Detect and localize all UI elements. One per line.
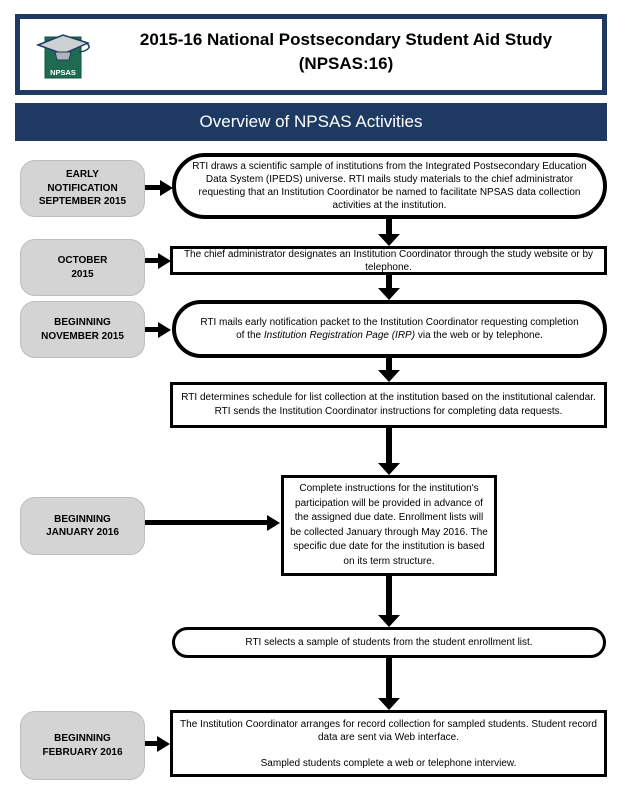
step-box-coordinator-designation [170,246,607,275]
arrow-down-5-icon [386,576,392,616]
step-box-list-collection-schedule [170,382,607,428]
arrow-down-6-head-icon [378,698,400,710]
badge-line: OCTOBER [57,255,108,266]
step-text-paragraph2: Sampled students complete a web or telephone interview. [260,757,517,769]
arrow-right-november-head-icon [158,322,171,338]
italic-irp-text: Institution Registration Page (IRP) [263,330,416,341]
arrow-down-2-head-icon [378,288,400,300]
graduation-cap-icon [34,27,92,83]
step-box-record-collection [170,710,607,777]
timeline-badge-september-2015 [20,160,145,217]
arrow-down-3-head-icon [378,370,400,382]
badge-line: SEPTEMBER 2015 [38,196,127,208]
step-box-student-sample [172,627,606,658]
banner-title: Overview of NPSAS Activities [199,112,423,131]
step-text: The chief administrator designates an Institution Coordinator through the study website or by telephone. [183,248,594,273]
badge-line: BEGINNING [54,733,111,744]
badge-line: NOVEMBER 2015 [41,330,124,342]
step-text: Complete instructions for the institution's participation will be provided in advance of the assigned due date. Enrollment lists will be collected January through May 2016. The specific due date for the institution is based on its term structure. [290,483,488,567]
arrow-right-september-head-icon [160,180,173,196]
step-text-paragraph1: The Institution Coordinator arranges for record collection for sampled students. Student record data are sent via Web interface. [180,718,597,743]
arrow-down-1-head-icon [378,234,400,246]
arrow-down-5-head-icon [378,615,400,627]
badge-line: NOTIFICATION [47,182,118,194]
badge-line: BEGINNING [54,513,111,525]
arrow-right-october-head-icon [158,253,171,269]
arrow-down-2-icon [386,275,392,289]
timeline-badge-november-2015 [20,301,145,358]
page-title-line2: (NPSAS:16) [298,54,394,73]
logo-label: NPSAS [50,68,76,77]
step-text: RTI determines schedule for list collection at the institution based on the institutional calendar. RTI sends the Institution Coordinator instructions for completing data requests. [181,392,596,417]
arrow-down-4-icon [386,428,392,464]
arrow-right-february-head-icon [157,736,170,752]
timeline-badge-february-2016 [20,711,145,780]
step-text: RTI selects a sample of students from the student enrollment list. [245,637,533,648]
timeline-badge-october-2015 [20,239,145,296]
step-box-early-notification-packet [172,300,607,358]
arrow-right-september-icon [145,185,161,190]
arrow-down-1-icon [386,219,392,235]
section-banner [15,103,607,141]
arrow-down-6-icon [386,658,392,699]
arrow-right-january-icon [145,520,268,525]
badge-line: BEGINNING [54,317,111,328]
npsas-logo [34,27,92,83]
arrow-down-4-head-icon [378,463,400,475]
step-text: RTI mails early notification packet to the Institution Coordinator requesting completion of the Institution Registration Page (IRP) via the web or by telephone. [200,317,579,341]
badge-line: EARLY [66,169,99,181]
arrow-right-january-head-icon [267,515,280,531]
badge-line: FEBRUARY 2016 [42,746,123,758]
header-box [15,14,607,95]
page-title-line1: 2015-16 National Postsecondary Student Aid Study [139,30,553,49]
badge-line: JANUARY 2016 [46,527,119,538]
page-title [98,28,594,76]
step-text: RTI draws a scientific sample of institutions from the Integrated Postsecondary Education Data System (IPEDS) universe. RTI mails study materials to the chief administrator requesting that an Institution Coordinator be named to facilitate NPSAS data collection activities at the institution. [192,161,587,211]
step-box-enrollment-list-instructions [281,475,497,576]
timeline-badge-january-2016 [20,497,145,555]
arrow-right-october-icon [145,258,159,263]
step-box-institution-sample [172,153,607,219]
arrow-right-november-icon [145,327,159,332]
badge-line: 2015 [71,268,94,280]
